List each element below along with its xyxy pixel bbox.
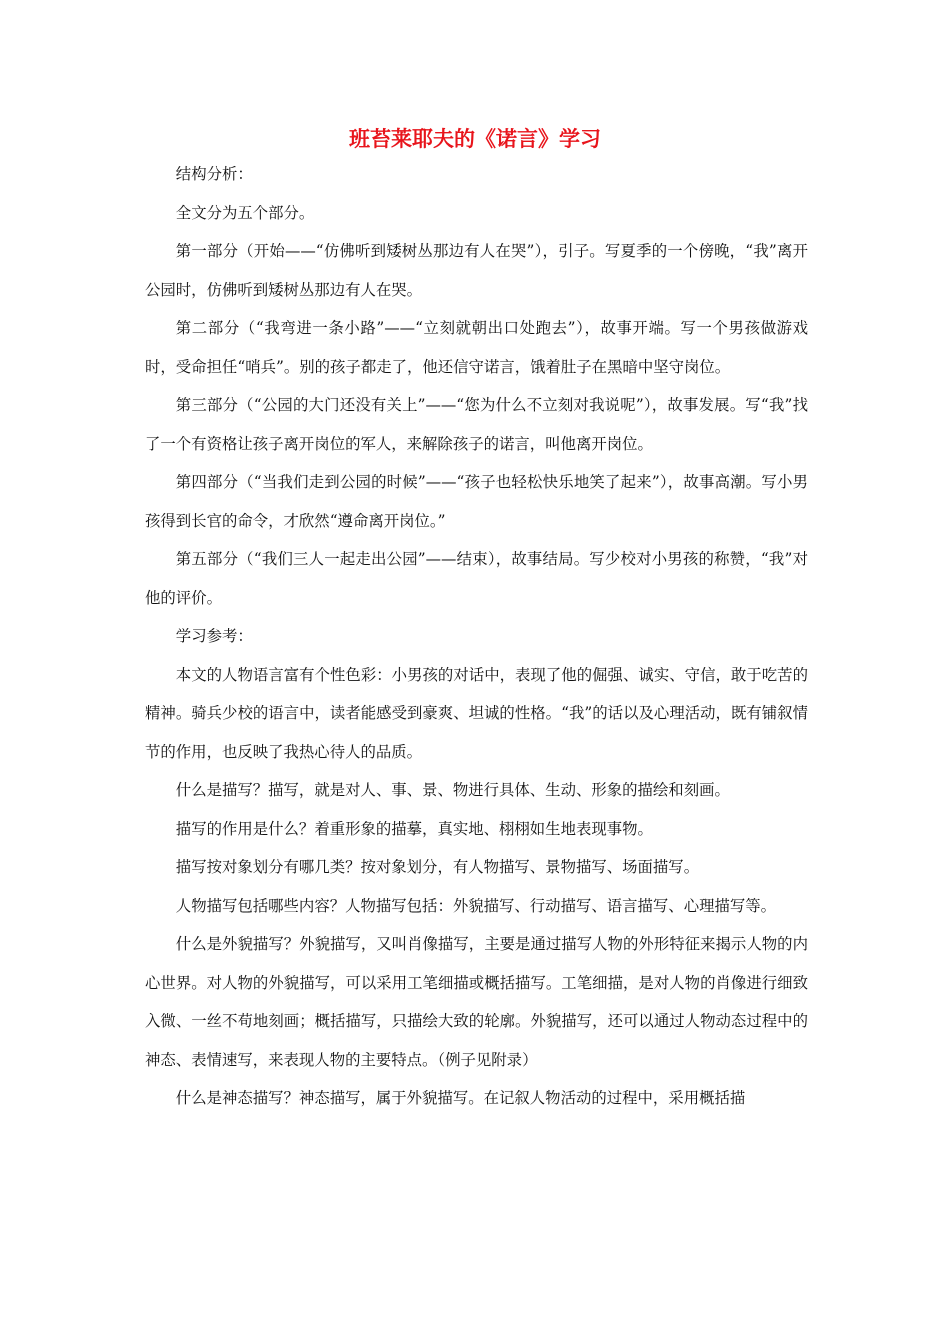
paragraph-what-is-description: 什么是描写？描写，就是对人、事、景、物进行具体、生动、形象的描绘和刻画。 (175, 781, 730, 799)
paragraph-part-3: 第三部分（“公园的大门还没有关上”——“您为什么不立刻对我说呢”），故事发展。写“我”找了一个有资格让孩子离开岗位的军人，来解除孩子的诺言，叫他离开岗位。 (145, 396, 808, 453)
document-body (145, 155, 808, 1118)
paragraph-reference-heading: 学习参考： (175, 627, 253, 645)
paragraph-character-description: 人物描写包括哪些内容？人物描写包括：外貌描写、行动描写、语言描写、心理描写等。 (175, 896, 777, 915)
paragraph-overview: 全文分为五个部分。 (175, 203, 315, 222)
paragraph-expression-description: 什么是神态描写？神态描写，属于外貌描写。在记叙人物活动的过程中，采用概括描 (175, 1089, 746, 1107)
paragraph-part-5: 第五部分（“我们三人一起走出公园”——结束），故事结局。写少校对小男孩的称赞，“我”对他的评价。 (145, 550, 808, 607)
document-title: 班苔莱耶夫的《诺言》学习 (349, 127, 601, 151)
paragraph-part-2: 第二部分（“我弯进一条小路”——“立刻就朝出口处跑去”），故事开端。写一个男孩做游戏时，受命担任“哨兵”。别的孩子都走了，他还信守诺言，饿着肚子在黑暗中坚守岗位。 (145, 319, 808, 376)
paragraph-character-language: 本文的人物语言富有个性色彩：小男孩的对话中，表现了他的倔强、诚实、守信，敢于吃苦的精神。骑兵少校的语言中，读者能感受到豪爽、坦诚的性格。“我”的话以及心理活动，既有铺叙情节的作用，也反映了我热心待人的品质。 (145, 665, 808, 761)
paragraph-part-1: 第一部分（开始——“仿佛听到矮树丛那边有人在哭”），引子。写夏季的一个傍晚，“我”离开公园时，仿佛听到矮树丛那边有人在哭。 (145, 242, 808, 299)
paragraph-description-types: 描写按对象划分有哪几类？按对象划分，有人物描写、景物描写、场面描写。 (175, 858, 700, 876)
paragraph-description-purpose: 描写的作用是什么？着重形象的描摹，真实地、栩栩如生地表现事物。 (175, 819, 653, 838)
paragraph-part-4: 第四部分（“当我们走到公园的时候”——“孩子也轻松快乐地笑了起来”），故事高潮。写小男孩得到长官的命令，才欣然“遵命离开岗位。” (145, 473, 808, 530)
paragraph-structure-heading: 结构分析： (175, 165, 253, 183)
paragraph-appearance-description: 什么是外貌描写？外貌描写，又叫肖像描写，主要是通过描写人物的外形特征来揭示人物的内心世界。对人物的外貌描写，可以采用工笔细描或概括描写。工笔细描，是对人物的肖像进行细致入微、一丝不苟地刻画；概括描写，只描绘大致的轮廓。外貌描写，还可以通过人物动态过程中的神态、表情速写，来表现人物的主要特点。（例子见附录） (145, 935, 808, 1069)
